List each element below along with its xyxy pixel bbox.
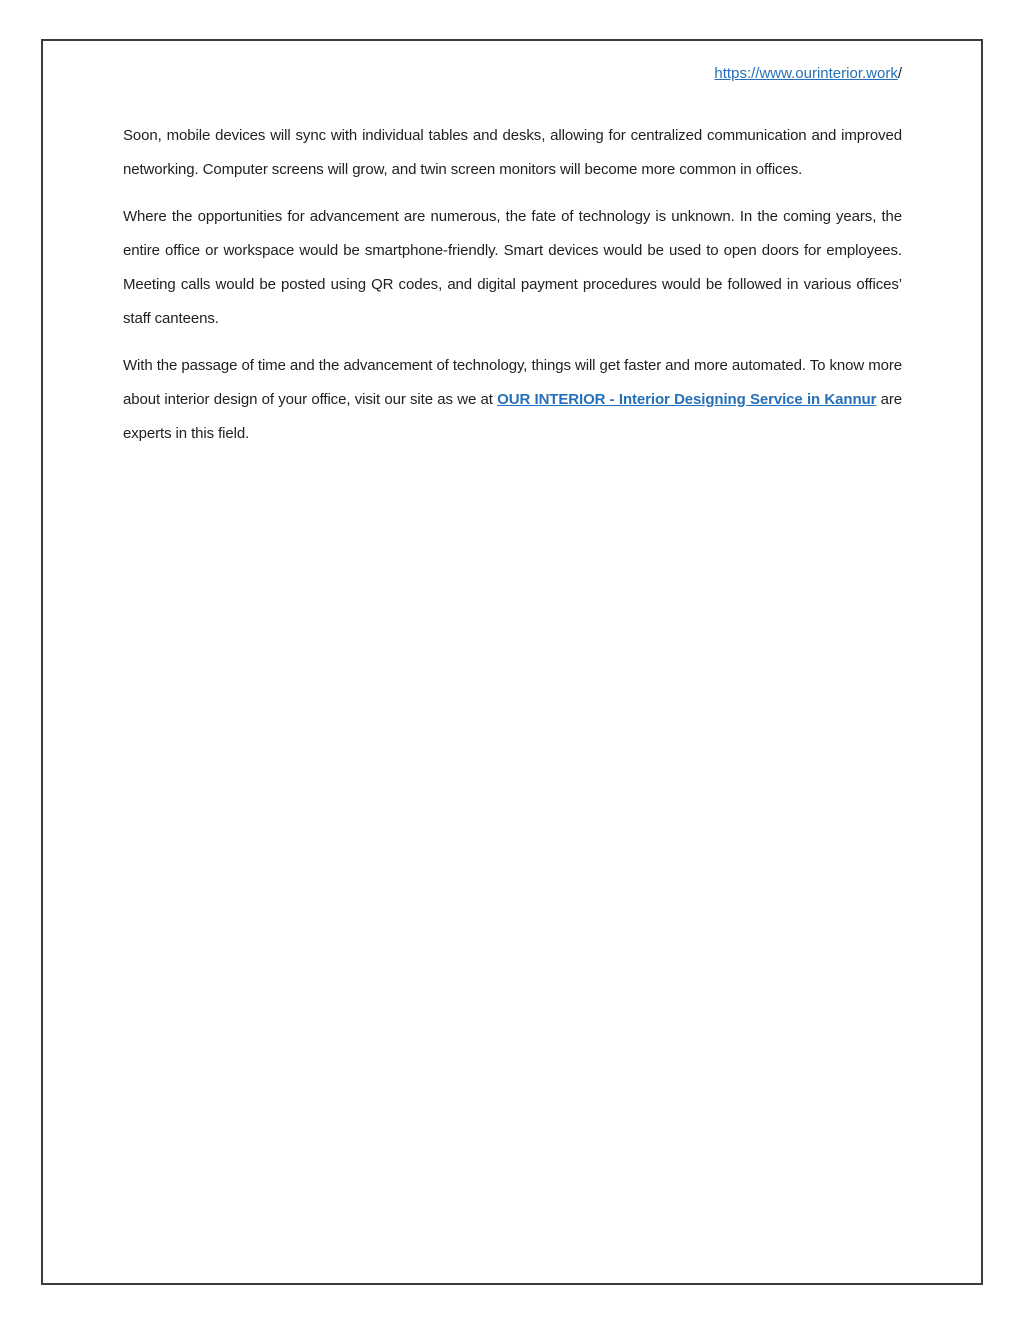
closing-text-post: are experts in this field. xyxy=(123,391,903,442)
paragraph-mobile-sync: Soon, mobile devices will sync with individual tables and desks, allowing for centralized communication and improved networking. Computer screens will grow, and twin screen monitors will become more common in offices. xyxy=(123,127,902,178)
our-interior-link[interactable]: OUR INTERIOR - Interior Designing Service in Kannur xyxy=(497,391,877,408)
header-url-link[interactable]: https://www.ourinterior.work xyxy=(714,65,898,82)
document-content xyxy=(123,57,902,464)
closing-text-pre: With the passage of time and the advancement of technology, things will get faster and more automated. To know more about interior design of your office, visit our site as we at xyxy=(123,357,902,408)
header-url-suffix: / xyxy=(897,65,902,82)
page-border xyxy=(41,39,983,1285)
header xyxy=(123,57,902,91)
paragraph-closing xyxy=(123,349,902,451)
paragraph-opportunities: Where the opportunities for advancement are numerous, the fate of technology is unknown. In the coming years, the entire office or workspace would be smartphone-friendly. Smart devices would be used to open doors for employees. Meeting calls would be posted using QR codes, and digital payment procedures would be followed in various offices’ staff canteens. xyxy=(123,208,902,327)
